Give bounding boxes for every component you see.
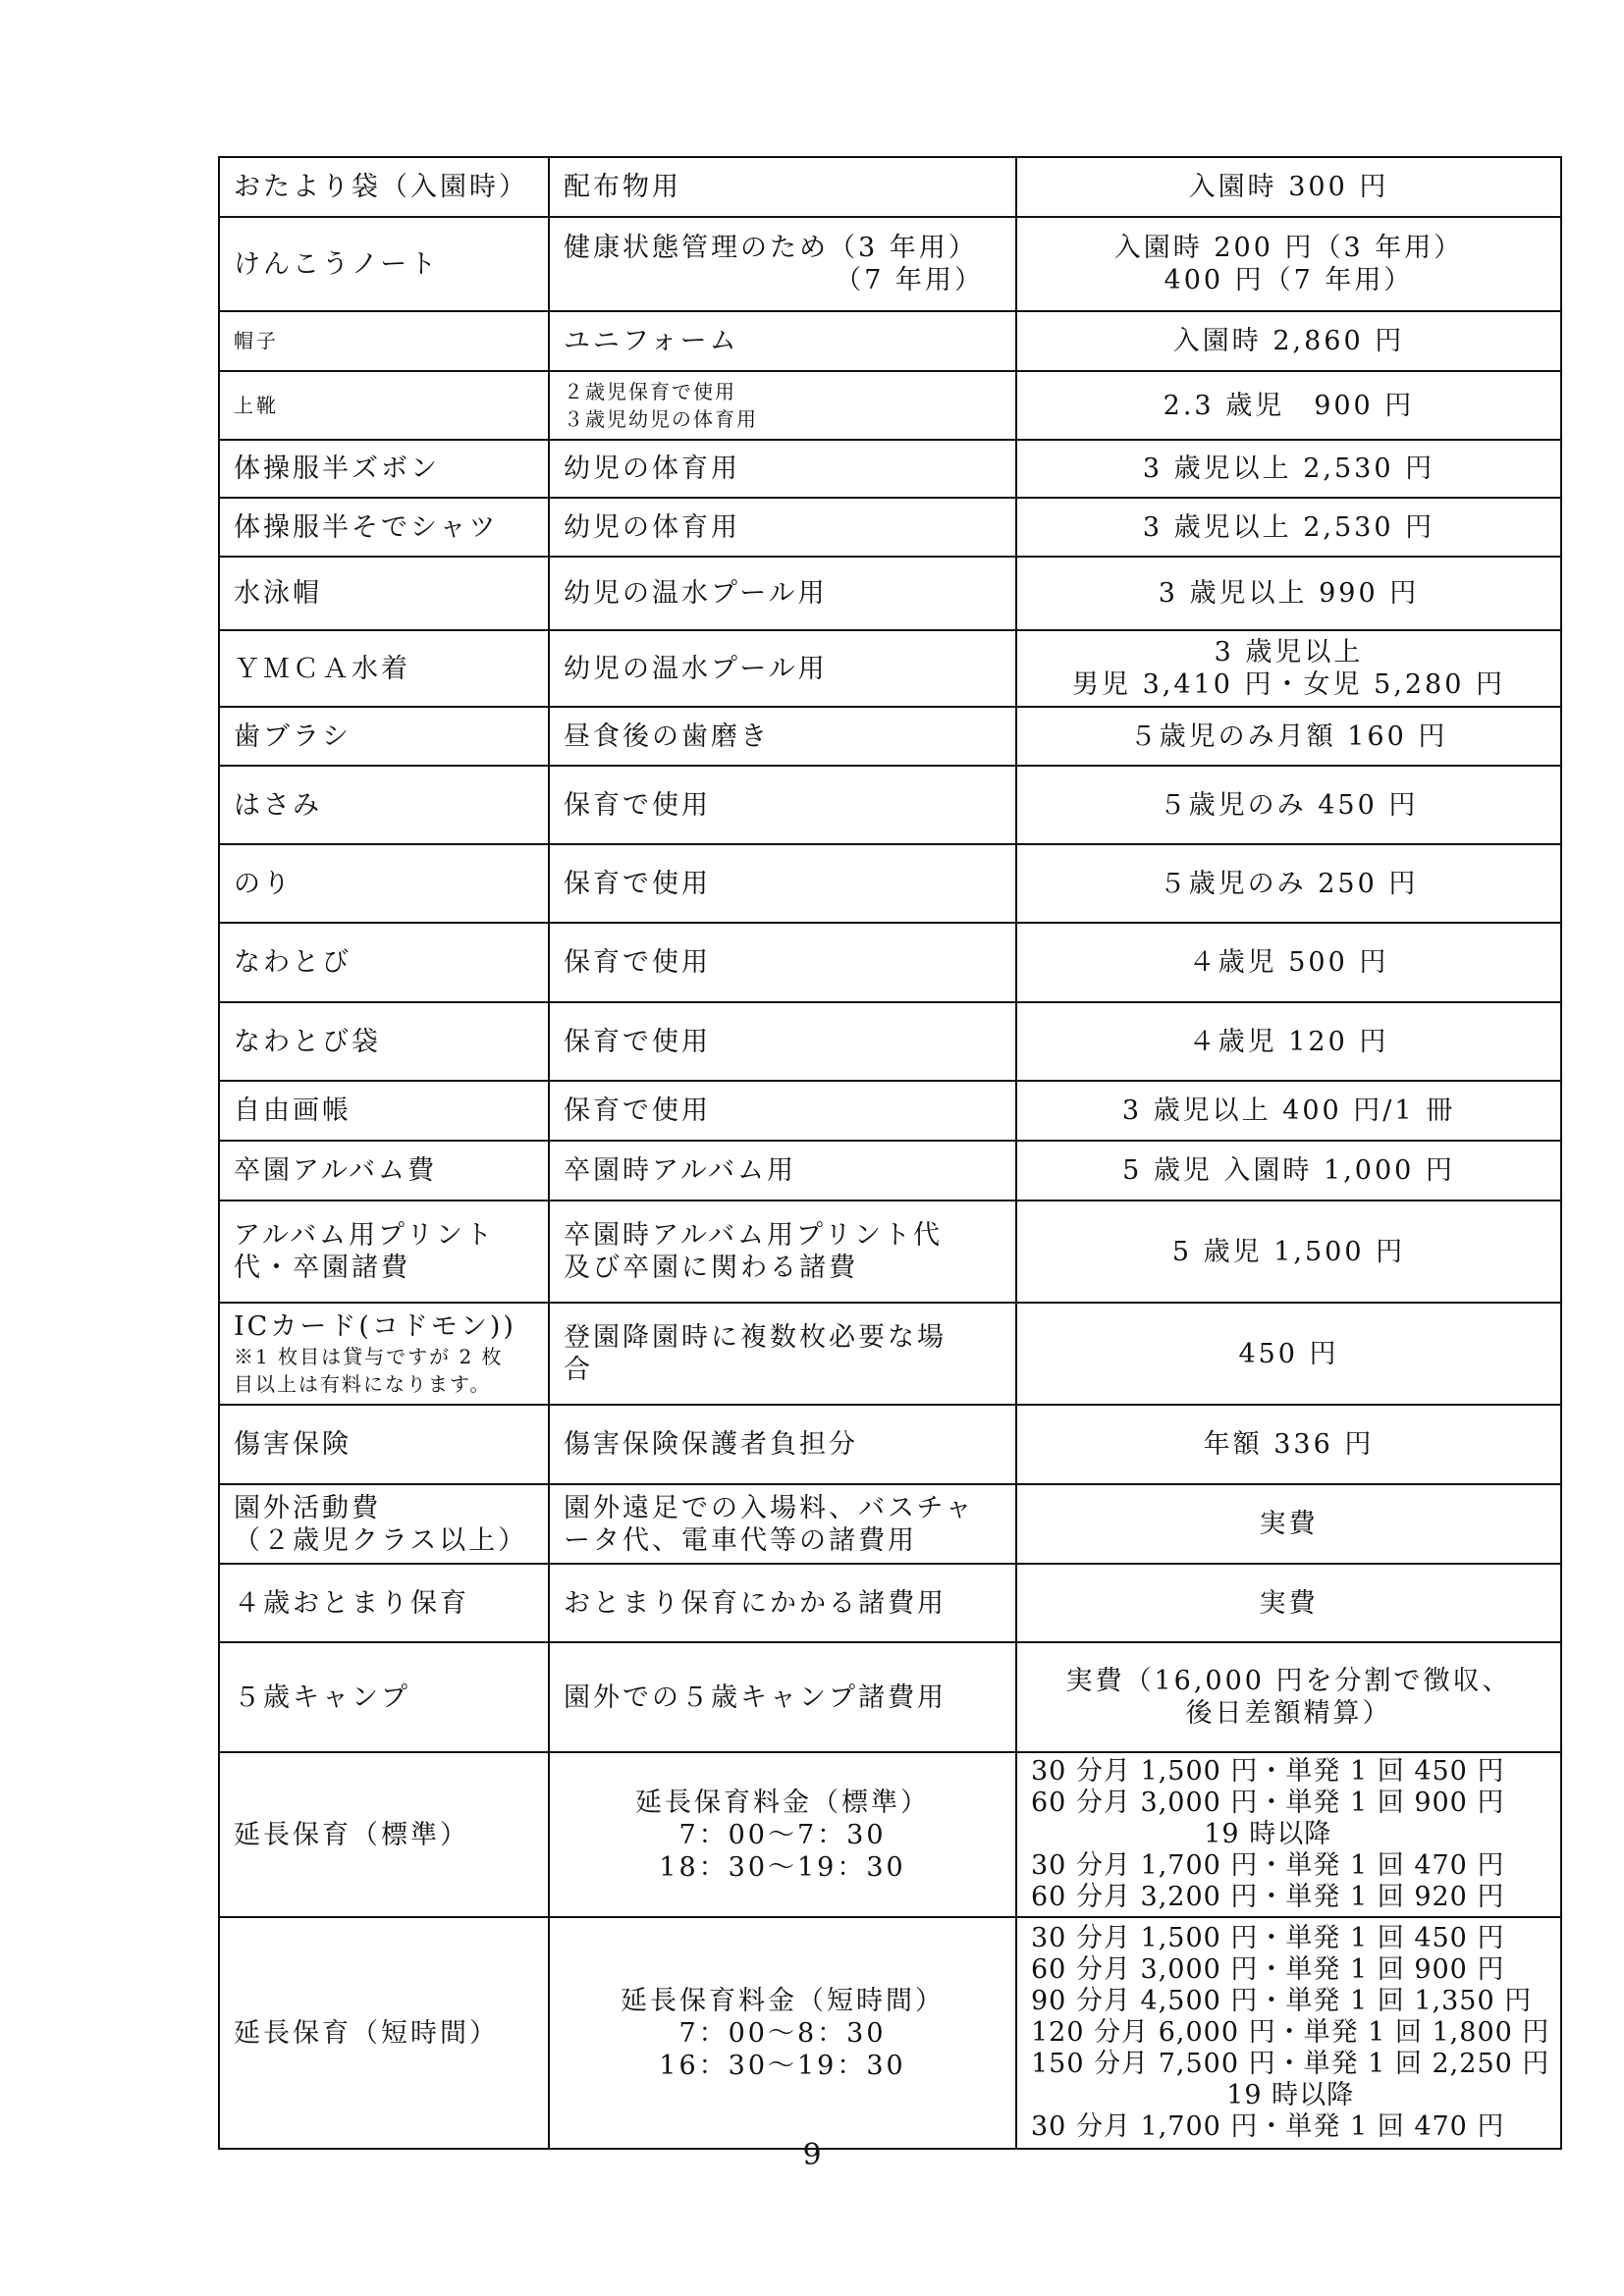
table-row: [219, 1081, 1561, 1141]
fee-cell: ５歳児のみ 250 円: [1016, 844, 1561, 923]
item-line: ICカード(コドモン)): [234, 1310, 516, 1342]
item-cell: 自由画帳: [219, 1081, 549, 1141]
fee-cell: 年額 336 円: [1016, 1405, 1561, 1484]
fee-cell: 入園時 2,860 円: [1016, 311, 1561, 371]
item-line: （２歳児クラス以上）: [234, 1524, 528, 1556]
purpose-cell: 幼児の温水プール用: [549, 630, 1016, 707]
table-row: [219, 157, 1561, 217]
table-row: [219, 1303, 1561, 1405]
page-number: 9: [802, 2138, 822, 2172]
item-line: 代・卒園諸費: [234, 1253, 410, 1283]
fee-cell: 3 歳児以上 2,530 円: [1016, 440, 1561, 498]
purpose-line: 延長保育料金（標準）: [635, 1787, 930, 1818]
purpose-cell: [549, 1201, 1016, 1303]
fee-cell: [1016, 217, 1561, 311]
fee-cell: ４歳児 120 円: [1016, 1002, 1561, 1081]
purpose-cell: [549, 1484, 1016, 1564]
purpose-line: 及び卒園に関わる諸費: [564, 1253, 858, 1283]
fee-line: 19 時以降: [1226, 2080, 1355, 2110]
fee-line: 30 分月 1,700 円・単発 1 回 470 円: [1031, 2111, 1505, 2142]
item-cell: 延長保育（短時間）: [219, 1917, 549, 2149]
table-row: [219, 1405, 1561, 1484]
purpose-cell: 昼食後の歯磨き: [549, 707, 1016, 766]
purpose-cell: 傷害保険保護者負担分: [549, 1405, 1016, 1484]
fee-cell: [1016, 1917, 1561, 2149]
purpose-line: 7：00～8：30: [678, 2017, 887, 2049]
table-row: [219, 498, 1561, 557]
fee-cell: [1016, 1642, 1561, 1752]
fee-cell: 2.3 歳児 900 円: [1016, 371, 1561, 440]
purpose-line: 延長保育料金（短時間）: [621, 1985, 945, 2016]
purpose-cell: 幼児の温水プール用: [549, 557, 1016, 630]
fee-line: 3 歳児以上: [1214, 637, 1364, 667]
purpose-line: 7：00～7：30: [678, 1819, 887, 1850]
purpose-line: 卒園時アルバム用プリント代: [564, 1220, 943, 1251]
fee-line: 男児 3,410 円・女児 5,280 円: [1072, 669, 1505, 700]
table-row: [219, 1141, 1561, 1201]
fee-cell: 3 歳児以上 990 円: [1016, 557, 1561, 630]
table-row: [219, 707, 1561, 766]
table-row: [219, 1752, 1561, 1917]
item-cell: 延長保育（標準）: [219, 1752, 549, 1917]
purpose-line: ３歳児幼児の体育用: [564, 407, 758, 431]
fee-cell: ５歳児のみ月額 160 円: [1016, 707, 1561, 766]
purpose-cell: [549, 1917, 1016, 2149]
fee-line: 30 分月 1,500 円・単発 1 回 450 円: [1031, 1923, 1505, 1953]
item-cell: ５歳キャンプ: [219, 1642, 549, 1752]
purpose-line: （7 年用）: [835, 265, 984, 295]
table-row: [219, 440, 1561, 498]
fee-line: 60 分月 3,200 円・単発 1 回 920 円: [1031, 1882, 1505, 1912]
item-cell: [219, 1303, 549, 1405]
item-cell: 体操服半そでシャツ: [219, 498, 549, 557]
purpose-cell: [549, 217, 1016, 311]
item-cell: 帽子: [219, 311, 549, 371]
table-row: [219, 1642, 1561, 1752]
fee-cell: [1016, 1752, 1561, 1917]
table-row: [219, 371, 1561, 440]
item-cell: 水泳帽: [219, 557, 549, 630]
fee-cell: 実費: [1016, 1484, 1561, 1564]
table-row: [219, 844, 1561, 923]
purpose-line: 16：30～19：30: [659, 2050, 906, 2081]
purpose-cell: 保育で使用: [549, 923, 1016, 1002]
table-row: [219, 1484, 1561, 1564]
item-cell: ４歳おとまり保育: [219, 1564, 549, 1642]
purpose-cell: 幼児の体育用: [549, 498, 1016, 557]
purpose-line: 健康状態管理のため（3 年用）: [564, 233, 978, 263]
fee-cell: 入園時 300 円: [1016, 157, 1561, 217]
fee-table: [218, 156, 1562, 2150]
fee-line: 60 分月 3,000 円・単発 1 回 900 円: [1031, 1788, 1505, 1818]
table-row: [219, 311, 1561, 371]
purpose-line: ２歳児保育で使用: [564, 380, 736, 403]
fee-cell: 450 円: [1016, 1303, 1561, 1405]
purpose-line: ータ代、電車代等の諸費用: [564, 1524, 917, 1556]
item-cell: なわとび袋: [219, 1002, 549, 1081]
fee-line: 実費（16,000 円を分割で徴収、: [1065, 1666, 1512, 1696]
purpose-cell: 保育で使用: [549, 844, 1016, 923]
fee-line: 60 分月 3,000 円・単発 1 回 900 円: [1031, 1954, 1505, 1985]
purpose-cell: [549, 1303, 1016, 1405]
table-row: [219, 217, 1561, 311]
fee-line: 90 分月 4,500 円・単発 1 回 1,350 円: [1031, 1986, 1533, 2016]
item-cell: おたより袋（入園時）: [219, 157, 549, 217]
fee-cell: 5 歳児 入園時 1,000 円: [1016, 1141, 1561, 1201]
item-cell: [219, 1201, 549, 1303]
item-cell: 体操服半ズボン: [219, 440, 549, 498]
purpose-cell: 幼児の体育用: [549, 440, 1016, 498]
fee-line: 150 分月 7,500 円・単発 1 回 2,250 円: [1031, 2049, 1550, 2079]
item-cell: けんこうノート: [219, 217, 549, 311]
item-note: ※1 枚目は貸与ですが 2 枚: [234, 1344, 504, 1368]
fee-line: 19 時以降: [1204, 1819, 1332, 1849]
purpose-cell: 配布物用: [549, 157, 1016, 217]
fee-line: 入園時 200 円（3 年用）: [1113, 233, 1464, 263]
purpose-cell: 園外での５歳キャンプ諸費用: [549, 1642, 1016, 1752]
purpose-line: 18：30～19：30: [659, 1851, 906, 1883]
item-cell: のり: [219, 844, 549, 923]
fee-line: 30 分月 1,500 円・単発 1 回 450 円: [1031, 1756, 1505, 1787]
purpose-cell: [549, 1752, 1016, 1917]
item-cell: 卒園アルバム費: [219, 1141, 549, 1201]
item-cell: はさみ: [219, 766, 549, 844]
table-row: [219, 923, 1561, 1002]
table-row: [219, 1564, 1561, 1642]
fee-cell: 3 歳児以上 2,530 円: [1016, 498, 1561, 557]
fee-cell: 3 歳児以上 400 円/1 冊: [1016, 1081, 1561, 1141]
fee-line: 400 円（7 年用）: [1164, 265, 1414, 295]
purpose-cell: 保育で使用: [549, 766, 1016, 844]
item-line: 園外活動費: [234, 1492, 381, 1523]
purpose-cell: [549, 371, 1016, 440]
purpose-cell: おとまり保育にかかる諸費用: [549, 1564, 1016, 1642]
item-cell: 上靴: [219, 371, 549, 440]
fee-line: 30 分月 1,700 円・単発 1 回 470 円: [1031, 1850, 1505, 1881]
table-row: [219, 630, 1561, 707]
purpose-cell: 保育で使用: [549, 1081, 1016, 1141]
item-line: アルバム用プリント: [234, 1220, 495, 1251]
item-cell: なわとび: [219, 923, 549, 1002]
purpose-cell: ユニフォーム: [549, 311, 1016, 371]
fee-line: 後日差額精算）: [1185, 1698, 1392, 1729]
item-cell: ＹＭＣＡ水着: [219, 630, 549, 707]
table-row: [219, 766, 1561, 844]
fee-cell: ４歳児 500 円: [1016, 923, 1561, 1002]
item-cell: 歯ブラシ: [219, 707, 549, 766]
item-cell: 傷害保険: [219, 1405, 549, 1484]
table-row: [219, 1002, 1561, 1081]
fee-cell: ５歳児のみ 450 円: [1016, 766, 1561, 844]
fee-cell: [1016, 630, 1561, 707]
fee-line: 120 分月 6,000 円・単発 1 回 1,800 円: [1031, 2017, 1550, 2048]
purpose-line: 登園降園時に複数枚必要な場: [564, 1322, 947, 1353]
item-cell: [219, 1484, 549, 1564]
purpose-cell: 保育で使用: [549, 1002, 1016, 1081]
fee-cell: 実費: [1016, 1564, 1561, 1642]
item-note: 目以上は有料になります。: [234, 1371, 492, 1396]
fee-cell: 5 歳児 1,500 円: [1016, 1201, 1561, 1303]
table-row: [219, 557, 1561, 630]
table-row: [219, 1917, 1561, 2149]
purpose-line: 合: [564, 1355, 593, 1385]
table-row: [219, 1201, 1561, 1303]
purpose-line: 園外遠足での入場料、バスチャ: [564, 1492, 975, 1523]
purpose-cell: 卒園時アルバム用: [549, 1141, 1016, 1201]
